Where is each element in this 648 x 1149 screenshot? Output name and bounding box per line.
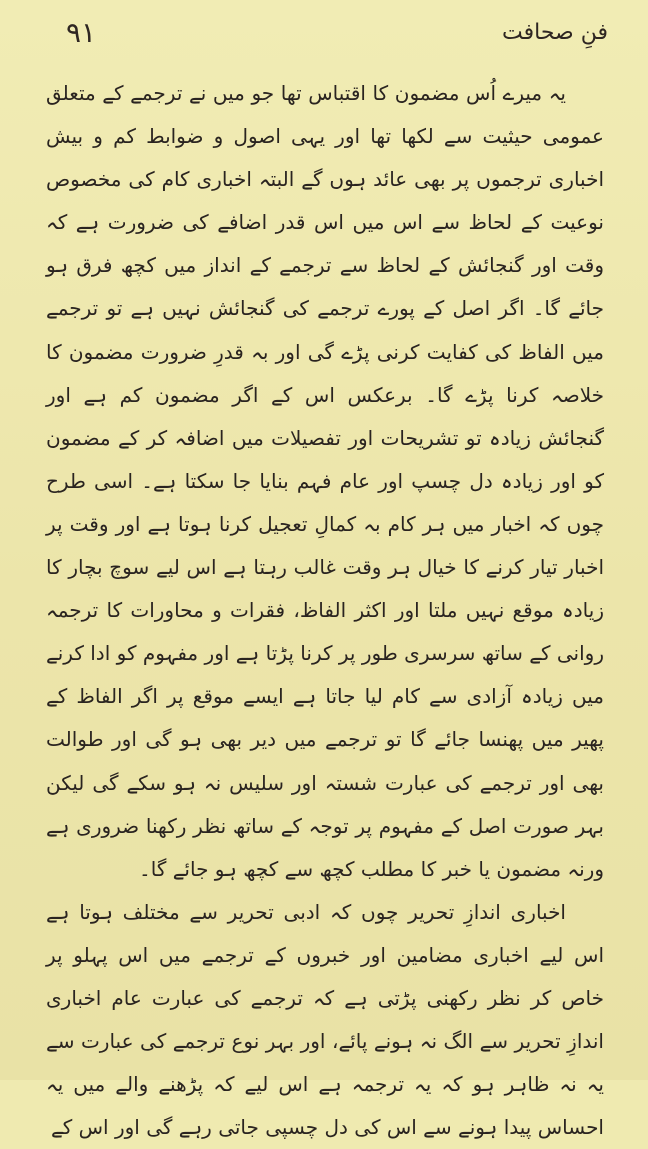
running-head: فنِ صحافت: [502, 20, 608, 45]
body-text: [46, 72, 604, 1140]
page-header: [0, 14, 648, 54]
paragraph-2: اخباری اندازِ تحریر چوں کہ ادبی تحریر سے مختلف ہوتا ہے اس لیے اخباری مضامین اور خبروں کے ترجمے میں اس پہلو پر خاص کر نظر رکھنی پڑتی ہے کہ ترجمے کی عبارت عام اخباری اندازِ تحریر سے الگ نہ ہونے پائے، اور بہر نوع ترجمے کی عبارت سے یہ نہ ظاہر ہو کہ یہ ترجمہ ہے اس لیے کہ پڑھنے والے میں یہ احساس پیدا ہونے سے اس کی دل چسپی جاتی رہے گی اور اس کے: [46, 899, 604, 1140]
paragraph-1: یہ میرے اُس مضمون کا اقتباس تھا جو میں نے ترجمے کے متعلق عمومی حیثیت سے لکھا تھا اور یہی اصول و ضوابط کم و بیش اخباری ترجموں پر بھی عائد ہوں گے البتہ اخباری کام کی مخصوص نوعیت کے لحاظ سے اس میں اس قدر اضافے کی ضرورت ہے کہ وقت اور گنجائش کے لحاظ سے ترجمے کے انداز میں کچھ فرق ہو جائے گا۔ اگر اصل کے پورے ترجمے کی گنجائش نہیں ہے تو ترجمے میں الفاظ کی کفایت کرنی پڑے گی اور بہ قدرِ ضرورت مضمون کا خلاصہ کرنا پڑے گا۔ برعکس اس کے اگر مضمون کم ہے اور گنجائش زیادہ تو تشریحات اور تفصیلات میں اضافہ کر کے مضمون کو اور زیادہ دل چسپ اور عام فہم بنایا جا سکتا ہے۔ اسی طرح چوں کہ اخبار میں ہر کام بہ کمالِ تعجیل کرنا ہوتا ہے اور وقت پر اخبار تیار کرنے کا خیال ہر وقت غالب رہتا ہے اس لیے سوچ بچار کا زیادہ موقع نہیں ملتا اور اکثر الفاظ، فقرات و محاورات کا ترجمہ روانی کے ساتھ سرسری طور پر کرنا پڑتا ہے اور مفہوم کو ادا کرنے میں زیادہ آزادی سے کام لیا جاتا ہے ایسے موقع پر اگر الفاظ کے پھیر میں پھنسا جائے گا تو ترجمے میں دیر بھی ہو گی اور طوالت بھی اور ترجمے کی عبارت شستہ اور سلیس نہ ہو سکے گی لیکن بہر صورت اصل کے مفہوم پر توجہ کے ساتھ نظر رکھنا ضروری ہے ورنہ مضمون یا خبر کا مطلب کچھ سے کچھ ہو جائے گا۔: [46, 81, 604, 881]
page-number: ٩١: [66, 16, 97, 49]
